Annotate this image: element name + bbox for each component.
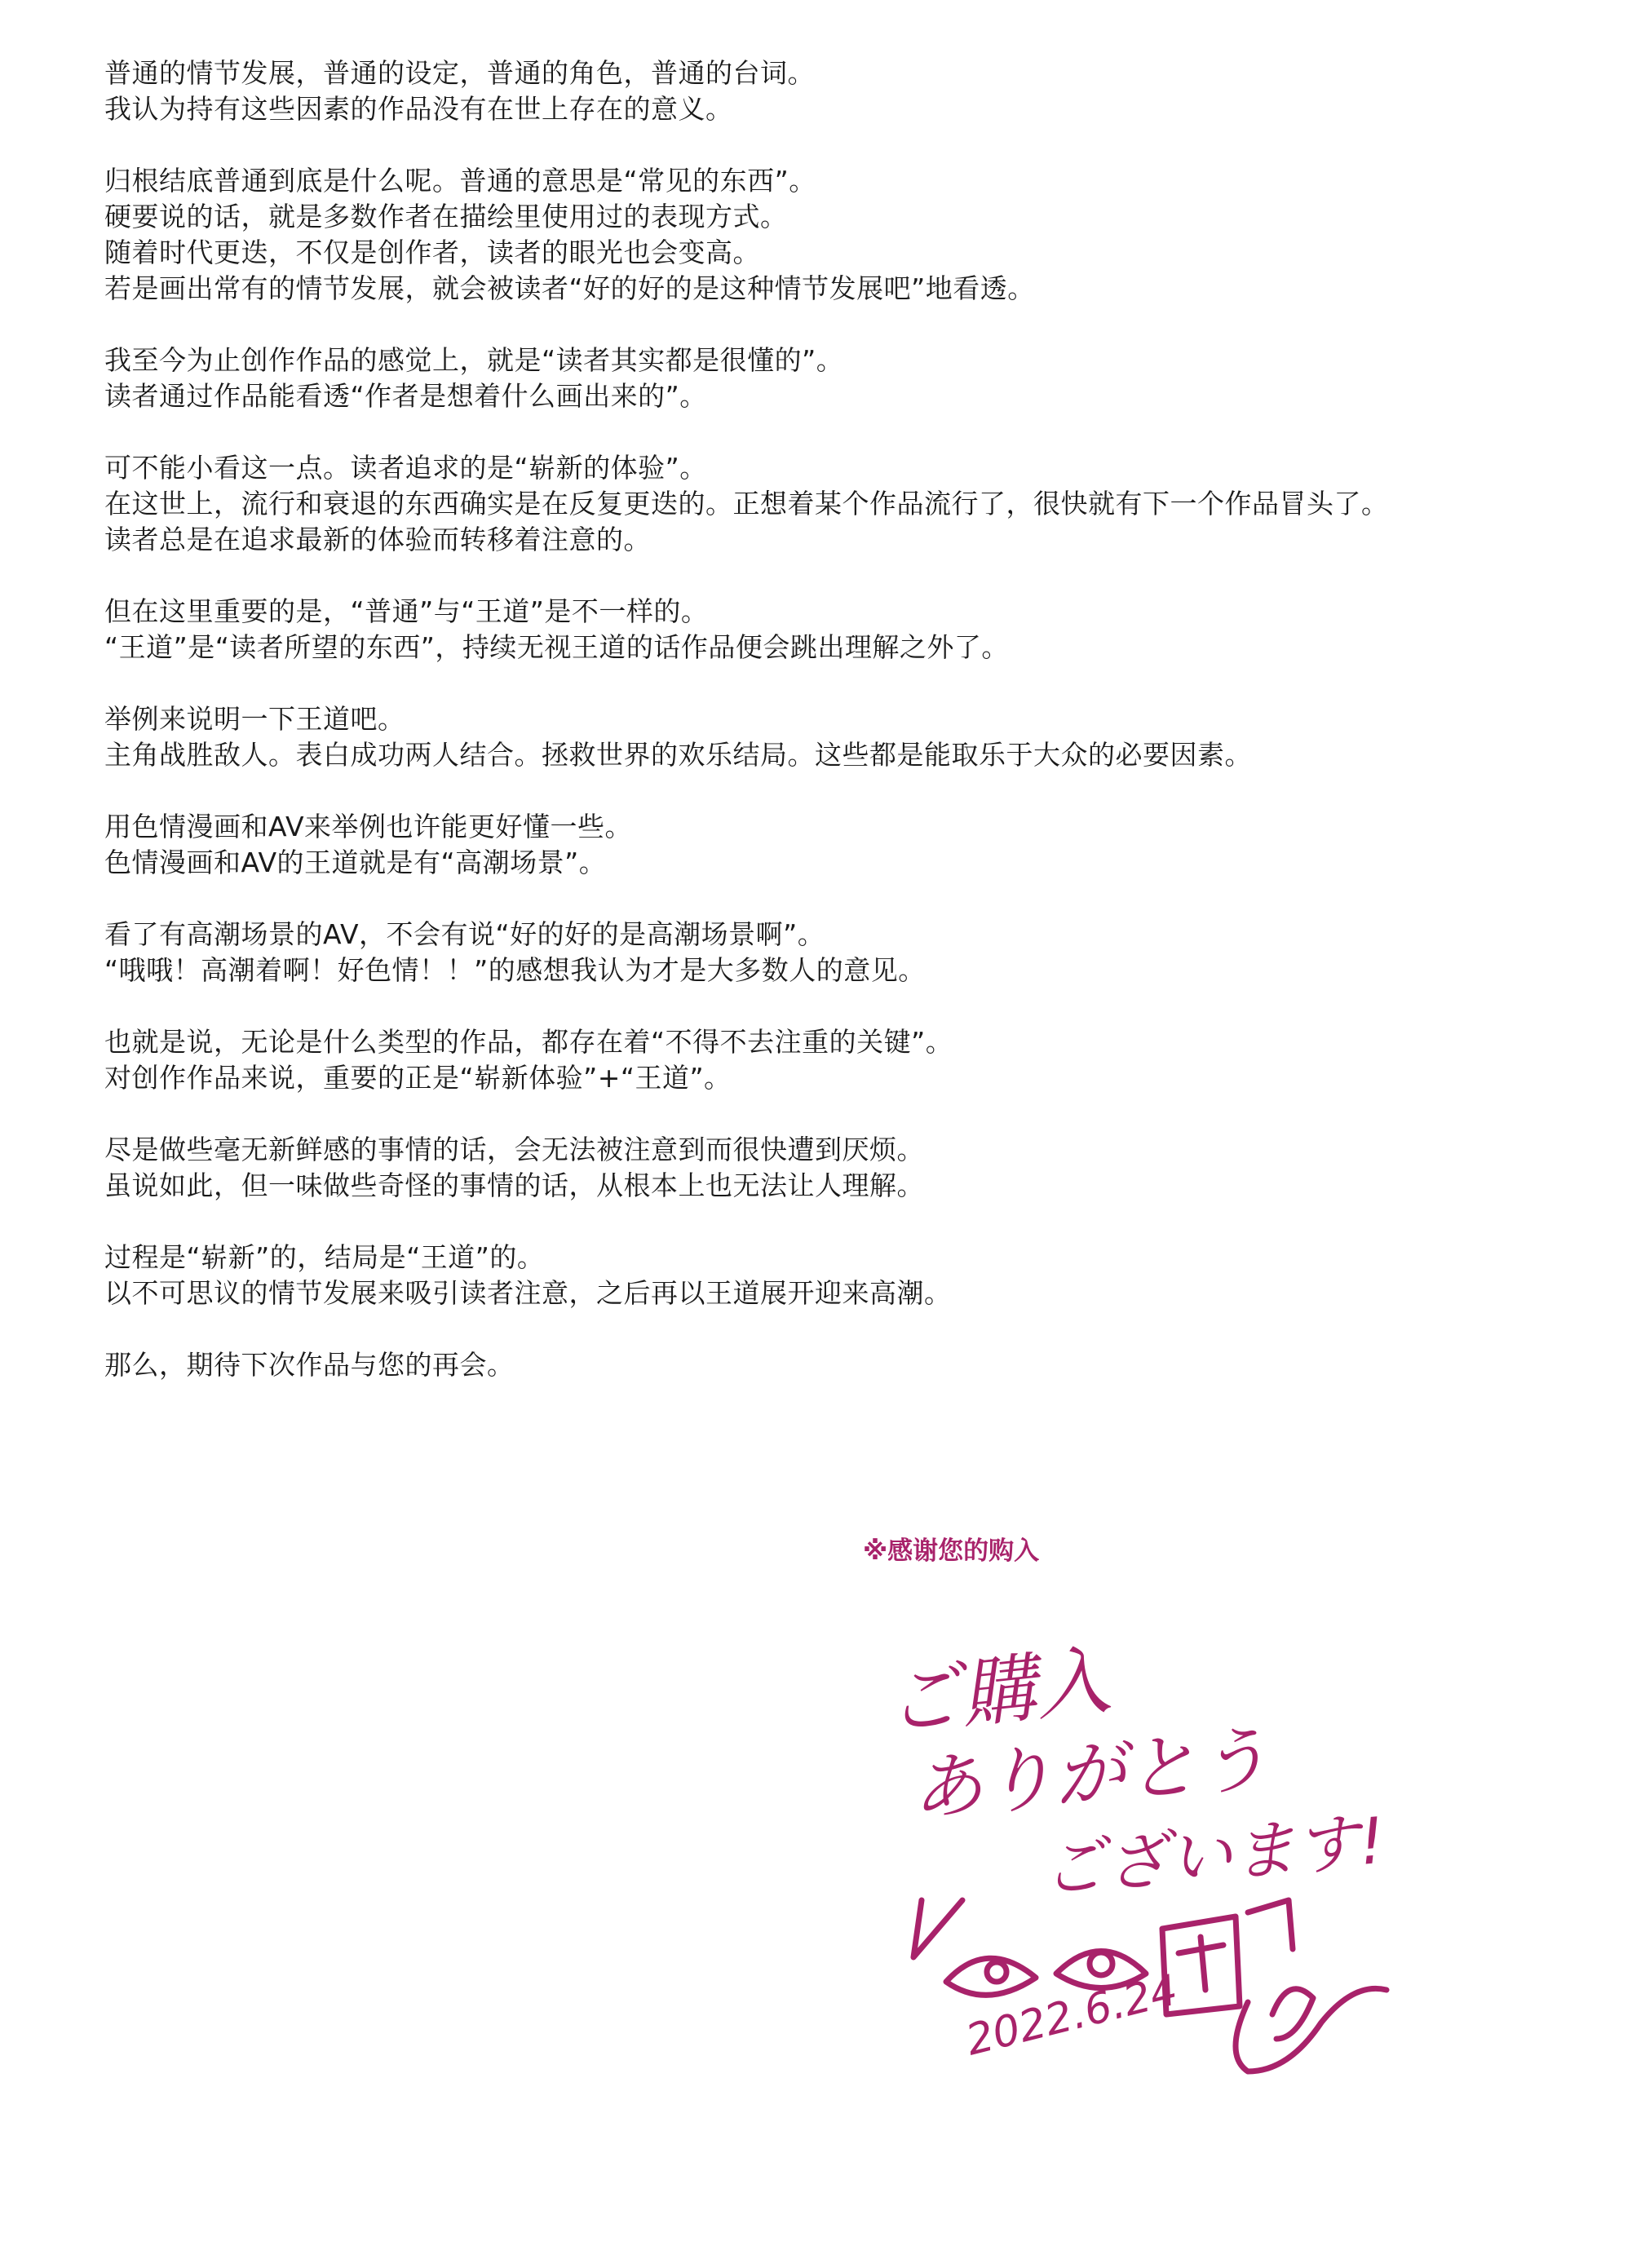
text-line: “王道”是“读者所望的东西”，持续无视王道的话作品便会跳出理解之外了。 xyxy=(104,631,1009,663)
text-line: 举例来说明一下王道吧。 xyxy=(104,703,405,735)
text-line: 虽说如此，但一味做些奇怪的事情的话，从根本上也无法让人理解。 xyxy=(104,1169,924,1201)
paragraph xyxy=(104,55,1572,127)
paragraph xyxy=(104,809,1572,881)
signature-line-3: ございます! xyxy=(1038,1804,1388,1908)
thanks-note: ※感谢您的购入 xyxy=(863,1536,1040,1566)
paragraph xyxy=(104,450,1572,558)
signature-line-2: ありがとう xyxy=(907,1716,1273,1832)
afterword-text xyxy=(104,55,1572,1419)
left-pupil-icon xyxy=(987,1962,1006,1982)
text-line: 看了有高潮场景的AV，不会有说“好的好的是高潮场景啊”。 xyxy=(104,918,825,950)
text-line: 读者总是在追求最新的体验而转移着注意的。 xyxy=(104,524,651,555)
text-line: 色情漫画和AV的王道就是有“高潮场景”。 xyxy=(104,847,607,878)
paragraph xyxy=(104,1132,1572,1204)
text-line: 随着时代更迭，不仅是创作者，读者的眼光也会变高。 xyxy=(104,237,760,268)
paragraph xyxy=(104,1024,1572,1096)
text-line: 对创作作品来说，重要的正是“崭新体验”+“王道”。 xyxy=(104,1062,732,1094)
left-bracket-stroke xyxy=(913,1900,962,1957)
paragraph xyxy=(104,701,1572,773)
right-pupil-icon xyxy=(1090,1952,1112,1975)
text-line: “哦哦！高潮着啊！好色情！！”的感想我认为才是大多数人的意见。 xyxy=(104,954,926,986)
text-line: 我认为持有这些因素的作品没有在世上存在的意义。 xyxy=(104,93,733,125)
text-line: 尽是做些毫无新鲜感的事情的话，会无法被注意到而很快遭到厌烦。 xyxy=(104,1134,924,1165)
text-line: 过程是“崭新”的，结局是“王道”的。 xyxy=(104,1241,545,1273)
text-line: 读者通过作品能看透“作者是想着什么画出来的”。 xyxy=(104,380,707,412)
text-line: 那么，期待下次作品与您的再会。 xyxy=(104,1349,515,1381)
paragraph xyxy=(104,1240,1572,1311)
right-bracket-stroke xyxy=(1248,1900,1293,1949)
text-line: 若是画出常有的情节发展，就会被读者“好的好的是这种情节发展吧”地看透。 xyxy=(104,272,1035,304)
text-line: 在这世上，流行和衰退的东西确实是在反复更迭的。正想着某个作品流行了，很快就有下一个作品冒头了。 xyxy=(104,488,1389,519)
paragraph xyxy=(104,163,1572,307)
text-line: 主角战胜敌人。表白成功两人结合。拯救世界的欢乐结局。这些都是能取乐于大众的必要因素。 xyxy=(104,739,1252,771)
text-line: 我至今为止创作作品的感觉上，就是“读者其实都是很懂的”。 xyxy=(104,344,844,376)
signature-date: 2022.6.24 xyxy=(961,1965,1183,2066)
paragraph xyxy=(104,343,1572,414)
signature-line-1: ご購入 xyxy=(882,1636,1115,1747)
name-scribble-cross xyxy=(1179,1937,1223,1990)
paragraph xyxy=(104,917,1572,988)
text-line: 硬要说的话，就是多数作者在描绘里使用过的表现方式。 xyxy=(104,201,788,232)
text-line: 也就是说，无论是什么类型的作品，都存在着“不得不去注重的关键”。 xyxy=(104,1026,953,1058)
paragraph xyxy=(104,594,1572,665)
text-line: 可不能小看这一点。读者追求的是“崭新的体验”。 xyxy=(104,452,707,484)
text-line: 但在这里重要的是，“普通”与“王道”是不一样的。 xyxy=(104,595,709,627)
text-line: 归根结底普通到底是什么呢。普通的意思是“常见的东西”。 xyxy=(104,165,816,197)
name-scribble-loop xyxy=(1272,1989,1313,2039)
text-line: 以不可思议的情节发展来吸引读者注意，之后再以王道展开迎来高潮。 xyxy=(104,1277,952,1309)
paragraph xyxy=(104,1347,1572,1383)
text-line: 用色情漫画和AV来举例也许能更好懂一些。 xyxy=(104,811,633,842)
handwritten-signature xyxy=(865,1631,1452,2088)
text-line: 普通的情节发展，普通的设定，普通的角色，普通的台词。 xyxy=(104,57,815,89)
